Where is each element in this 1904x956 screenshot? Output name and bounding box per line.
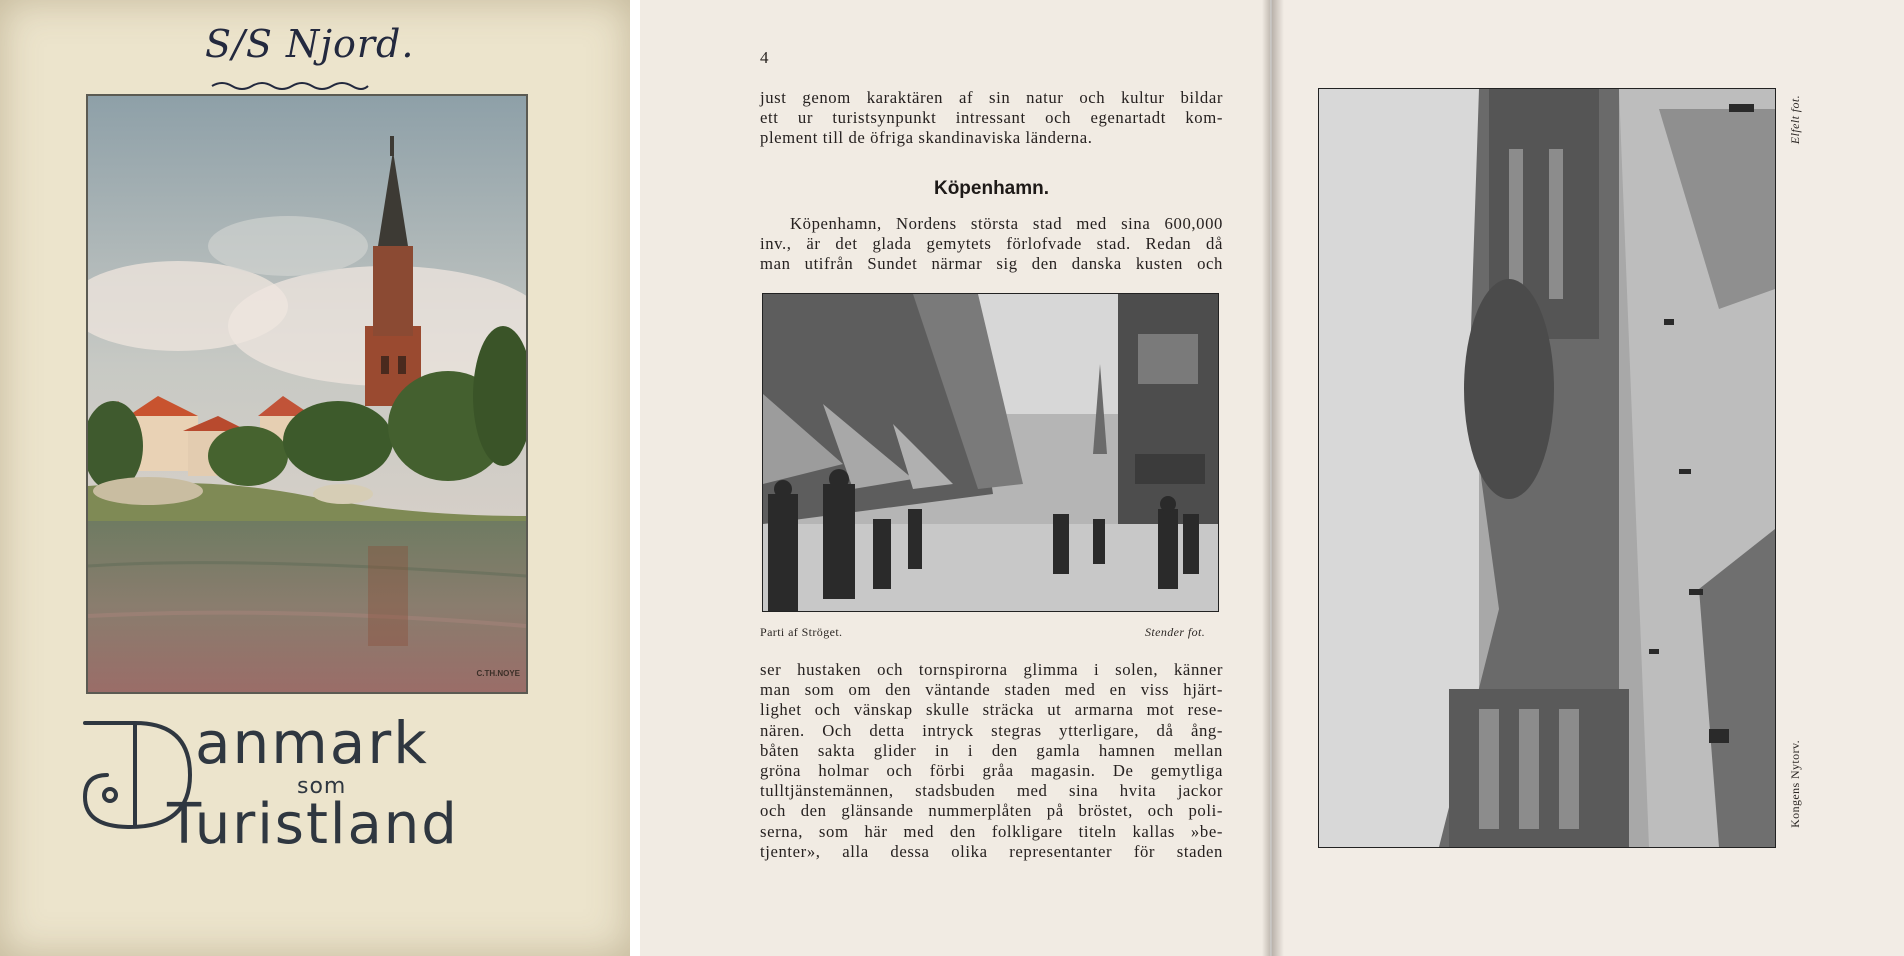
- text-line: man utifrån Sundet närmar sig den danska kusten och: [760, 254, 1223, 274]
- svg-text:Turistland: Turistland: [167, 792, 459, 857]
- section-heading: Köpenhamn.: [933, 178, 1050, 199]
- text-line: nären. Och detta intryck stegras ytterligare, då ång-: [760, 720, 1223, 740]
- photo-caption-right: Kongens Nytorv.: [1788, 740, 1802, 828]
- photo-credit: Stender fot.: [1145, 625, 1206, 639]
- paragraph-arrival: [760, 660, 1223, 862]
- text-line: plement till de öfriga skandinaviska länderna.: [760, 128, 1093, 148]
- page-gutter: [1262, 0, 1284, 956]
- page-number: 4: [760, 48, 769, 67]
- text-line: tulltjänstemännen, stadsbuden med sina hvita jackor: [760, 781, 1223, 801]
- text-line: Köpenhamn, Nordens största stad med sina 600,000: [790, 214, 1223, 233]
- text-line: lighet och vänskap skulle sträcka ut armarna mot rese-: [760, 700, 1223, 720]
- photo-credit-right: Elfelt fot.: [1788, 95, 1802, 145]
- text-line: serna, som här med den folkligare titeln kallas »be-: [760, 821, 1223, 841]
- kongens-nytorv-image: [1319, 89, 1775, 847]
- street-photo: [762, 293, 1219, 612]
- text-line: man som om den väntande staden med en viss hjärt-: [760, 680, 1223, 700]
- stroget-street-image: [763, 294, 1218, 611]
- text-line: just genom karaktären af sin natur och kultur bildar: [760, 88, 1223, 107]
- text-line: tjenter», alla dessa olika representanter för staden: [760, 841, 1223, 861]
- paragraph-intro: [760, 88, 1223, 149]
- text-line: gröna holmar och förbi gråa magasin. De gemytliga: [760, 761, 1223, 781]
- text-line: ser hustaken och tornspirorna glimma i solen, känner: [760, 660, 1223, 679]
- text-line: och den glänsande nummerplåten på bröstet, och poli-: [760, 801, 1223, 821]
- cover-painting: [86, 94, 528, 694]
- church-painting-image: [88, 96, 526, 692]
- handwritten-inscription: S/S Njord.: [205, 22, 415, 66]
- cover-title-lettering: [75, 705, 535, 865]
- photo-caption: Parti af Ströget.: [760, 625, 843, 639]
- svg-text:som: som: [297, 774, 347, 799]
- text-line: inv., är det glada gemytets förlofvade stad. Redan då: [760, 234, 1223, 254]
- booklet-cover: [0, 0, 630, 956]
- svg-text:anmark: anmark: [195, 709, 429, 777]
- inscription-underline: [210, 78, 370, 92]
- square-photo: [1318, 88, 1776, 848]
- text-line: båten sakta glider in i den gamla hamnen mellan: [760, 740, 1223, 760]
- paragraph-copenhagen: [760, 214, 1223, 275]
- painting-signature: C.TH.NOYE: [476, 669, 520, 678]
- text-line: ett ur turistsynpunkt intressant och egenartadt kom-: [760, 108, 1223, 128]
